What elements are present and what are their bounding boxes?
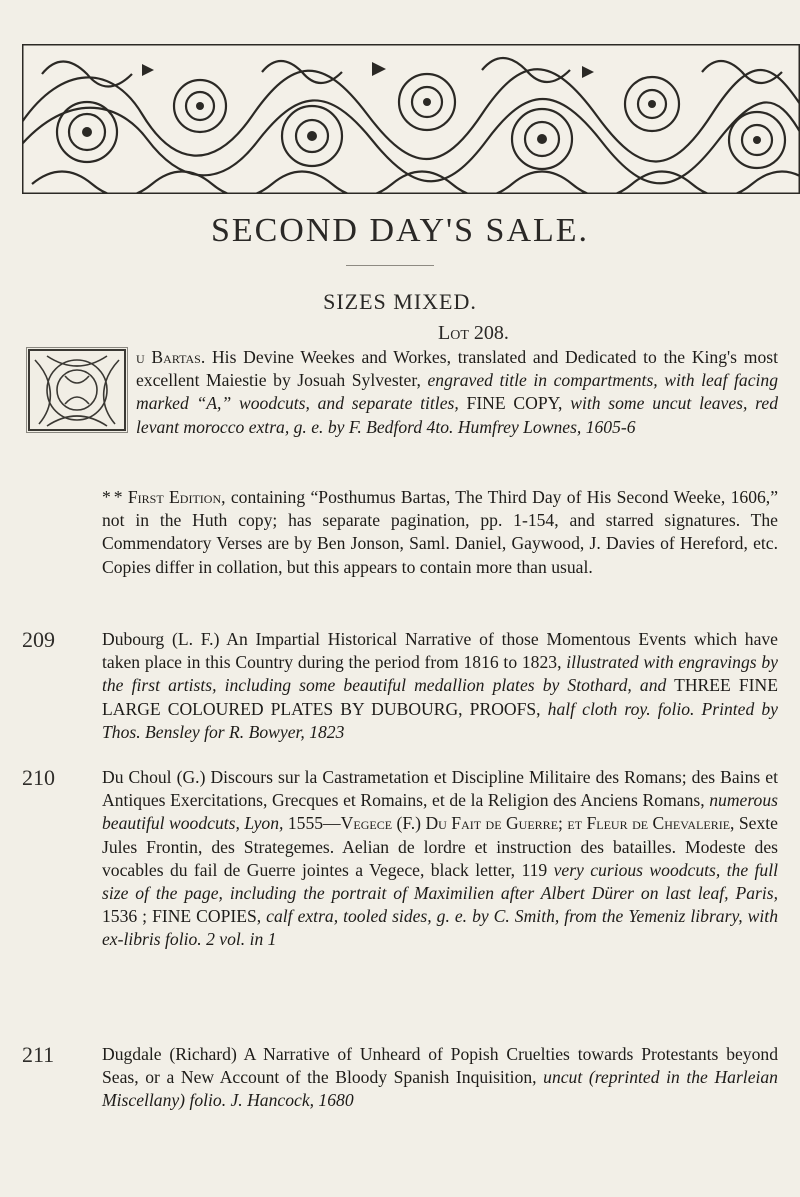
lot-210-initial: (F.) <box>392 813 426 834</box>
lot-208-note <box>102 486 778 579</box>
lot-209-illustrations: illustrated with engravings by the first artists, including some beautiful medallion plates by Stothard, and <box>102 652 778 696</box>
title-divider <box>346 265 434 266</box>
lot-208-binding: with some uncut leaves, red levant morocco extra, g. e. by F. Bedford <box>136 393 778 437</box>
page-title: SECOND DAY'S SALE. <box>210 212 590 249</box>
lot-210-contents: Sexte Jules Frontin, des Strategemes. Aelian de lordre et instruction des batailles. Modeste des vocables du fail de Guerre jointes a Vegece, black letter, 119 <box>102 813 778 880</box>
lot-209-title: Dubourg (L. F.) An Impartial Historical Narrative of those Momentous Events which have taken place in this Country during the period from 1816 to 1823, <box>102 629 778 673</box>
lot-208-illustrations: engraved title in compartments, with leaf facing marked “A,” woodcuts, and separate titles, <box>136 370 778 414</box>
lot-208-imprint: Humfrey Lownes, 1605-6 <box>457 416 636 437</box>
lot-210-second-title: Du Fait de Guerre; et Fleur de Chevalerie, <box>425 813 735 834</box>
lot-210-condition: FINE COPIES, <box>152 906 262 927</box>
lot-208-format: 4to. <box>422 416 458 437</box>
lot-211-imprint: folio. J. Hancock, 1680 <box>185 1090 354 1111</box>
lot-number: 211 <box>22 1042 55 1067</box>
lot-211-condition: uncut (reprinted in the Harleian Miscellany) <box>102 1067 778 1111</box>
lot-heading: Lot 208. <box>438 322 509 344</box>
lot-210-second-date: 1536 ; <box>102 906 153 927</box>
lot-211-description <box>102 1043 778 1113</box>
lot-209-description <box>102 628 778 744</box>
lot-210-binding: calf extra, tooled sides, g. e. by C. Smith, from the Yemeniz library, with ex-libris folio. 2 vol. in 1 <box>102 906 778 950</box>
lot-208-author: u Bartas. <box>136 347 206 367</box>
lot-number: 210 <box>22 765 55 790</box>
lot-210-date: 1555— <box>283 813 341 834</box>
note-asterism: * * <box>102 487 128 507</box>
note-body: containing “Posthumus Bartas, The Third Day of His Second Weeke, 1606,” not in the Huth copy; has separate pagination, pp. 1-154, and starred signatures. The Commendatory Verses are by Ben Jonson, Saml. Daniel, Gaywood, J. Davies of Hereford, etc. Copies differ in collation, but this appears to contain more than usual. <box>102 487 779 577</box>
lot-208-title: His Devine Weekes and Workes, translated and Dedicated to the King's most excellent Maiestie by Josuah Sylvester, <box>136 347 778 391</box>
lot-208-text <box>136 347 778 437</box>
lot-210-second-author: Vegece <box>340 813 393 834</box>
ornamental-header-banner <box>22 44 800 194</box>
lot-211-title: Dugdale (Richard) A Narrative of Unheard of Popish Cruelties towards Protestants beyond Seas, or a New Account of the Bloody Spanish Inquisition, <box>102 1044 778 1088</box>
lot-number: 209 <box>22 627 55 652</box>
decorated-initial-icon <box>26 347 128 433</box>
lot-208-condition: FINE COPY, <box>458 393 563 414</box>
lot-210-illustrations: very curious woodcuts, the full size of the page, including the portrait of Maximilien after Albert Dürer on last leaf, Paris, <box>102 859 779 904</box>
lot-208-description <box>136 346 778 439</box>
lot-209-plates: THREE FINE LARGE COLOURED PLATES BY DUBOURG, PROOFS, <box>102 675 778 719</box>
lot-210-description <box>102 766 778 952</box>
lot-209-imprint: half cloth roy. folio. Printed by Thos. Bensley for R. Bowyer, 1823 <box>102 698 778 742</box>
lot-210-title: Du Choul (G.) Discours sur la Castrametation et Discipline Militaire des Romans; des Bains et Antiques Exercitations, Grecques et Romains, et de la Religion des Anciens Romans, <box>102 767 778 811</box>
lot-210-woodcuts: numerous beautiful woodcuts, Lyon, <box>102 790 778 834</box>
section-subtitle: SIZES MIXED. <box>323 289 477 314</box>
note-edition: First Edition, <box>127 487 226 507</box>
scroll-ornament-icon <box>22 44 800 194</box>
